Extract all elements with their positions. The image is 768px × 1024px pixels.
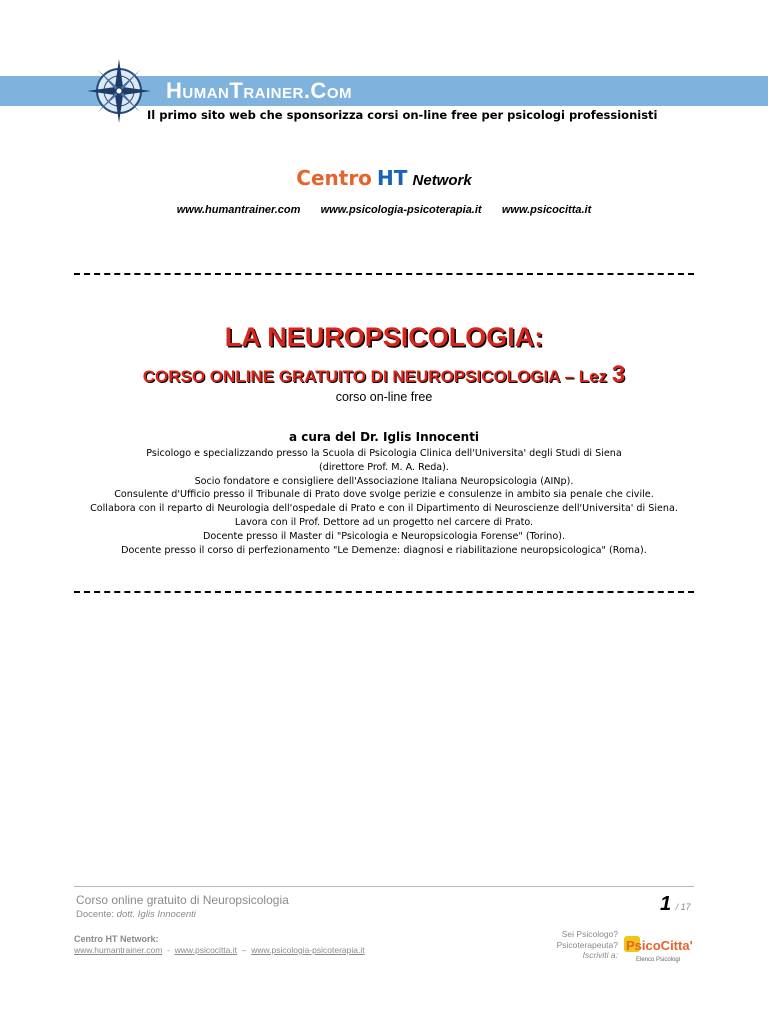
course-subtitle-text: CORSO ONLINE GRATUITO DI NEUROPSICOLOGIA – Lez xyxy=(142,367,608,386)
site-tagline: Il primo sito web che sponsorizza corsi on-line free per psicologi professionisti xyxy=(147,108,658,122)
network-sites xyxy=(0,204,768,216)
course-title: LA NEUROPSICOLOGIA: xyxy=(224,322,544,352)
footer-sep: - xyxy=(167,945,170,955)
psico-question-1: Sei Psicologo? xyxy=(561,929,618,939)
dashed-divider-bottom xyxy=(74,591,694,593)
footer-course-name: Corso online gratuito di Neuropsicologia xyxy=(76,893,289,907)
network-label: Network xyxy=(412,172,472,189)
footer-link-psicologia[interactable]: www.psicologia-psicoterapia.it xyxy=(251,945,365,955)
lesson-number: 3 xyxy=(611,361,626,388)
psicocitta-logo[interactable] xyxy=(622,930,698,964)
footer-links xyxy=(74,945,365,955)
bio-line: Docente presso il corso di perfezionamento "Le Demenze: diagnosi e riabilitazione neuropsicologica" (Roma). xyxy=(121,544,647,556)
bio-line: Socio fondatore e consigliere dell'Associazione Italiana Neuropsicologia (AINp). xyxy=(194,475,574,487)
bio-line: Consulente d'Ufficio presso il Tribunale di Prato dove svolge perizie e consulenze in ambito sia penale che civile. xyxy=(114,489,654,501)
free-label: corso on-line free xyxy=(335,390,433,404)
docente-name: dott. Iglis Innocenti xyxy=(116,909,196,920)
footer-link-humantrainer[interactable]: www.humantrainer.com xyxy=(74,945,163,955)
author-bio xyxy=(80,447,688,557)
site-logo-text: HumanTrainer.Com xyxy=(166,78,352,103)
bio-line: Collabora con il reparto di Neurologia dell'ospedale di Prato e con il Dipartimento di Neuroscienze dell'Universita' di Siena. xyxy=(90,503,678,515)
centro-label: Centro xyxy=(296,166,372,190)
svg-text:PsicoCitta': PsicoCitta' xyxy=(626,938,693,953)
docente-label: Docente: xyxy=(76,909,115,920)
site-link-psicocitta[interactable]: www.psicocitta.it xyxy=(501,204,592,216)
footer-network-label: Centro HT Network: xyxy=(74,934,159,944)
psico-question-2: Psicoterapeuta? xyxy=(556,939,618,950)
network-heading xyxy=(0,166,768,190)
site-link-psicologia[interactable]: www.psicologia-psicoterapia.it xyxy=(320,204,482,216)
footer-sep: – xyxy=(241,945,247,955)
bio-line: Docente presso il Master di "Psicologia e Neuropsicologia Forense" (Torino). xyxy=(202,530,566,542)
svg-text:Elenco Psicologi: Elenco Psicologi xyxy=(636,957,681,963)
footer-link-psicocitta[interactable]: www.psicocitta.it xyxy=(174,945,238,955)
psico-subscribe: Iscriviti a: xyxy=(582,950,618,960)
page-total: / 17 xyxy=(675,902,691,912)
footer-divider xyxy=(74,886,694,887)
ht-label: HT xyxy=(377,166,408,190)
bio-line: (direttore Prof. M. A. Reda). xyxy=(319,461,449,473)
page-number xyxy=(660,893,691,916)
course-subtitle xyxy=(0,361,768,389)
dashed-divider-top xyxy=(74,273,694,275)
bio-line: Psicologo e specializzando presso la Scuola di Psicologia Clinica dell'Universita' degli Studi di Siena xyxy=(146,448,622,459)
compass-logo-icon xyxy=(86,58,152,124)
author-byline: a cura del Dr. Iglis Innocenti xyxy=(288,430,480,444)
bio-line: Lavora con il Prof. Dettore ad un progetto nel carcere di Prato. xyxy=(234,516,534,528)
footer-docente xyxy=(76,909,196,920)
site-link-humantrainer[interactable]: www.humantrainer.com xyxy=(176,204,301,216)
page-current: 1 xyxy=(660,893,672,915)
psicocitta-prompt xyxy=(536,929,618,961)
